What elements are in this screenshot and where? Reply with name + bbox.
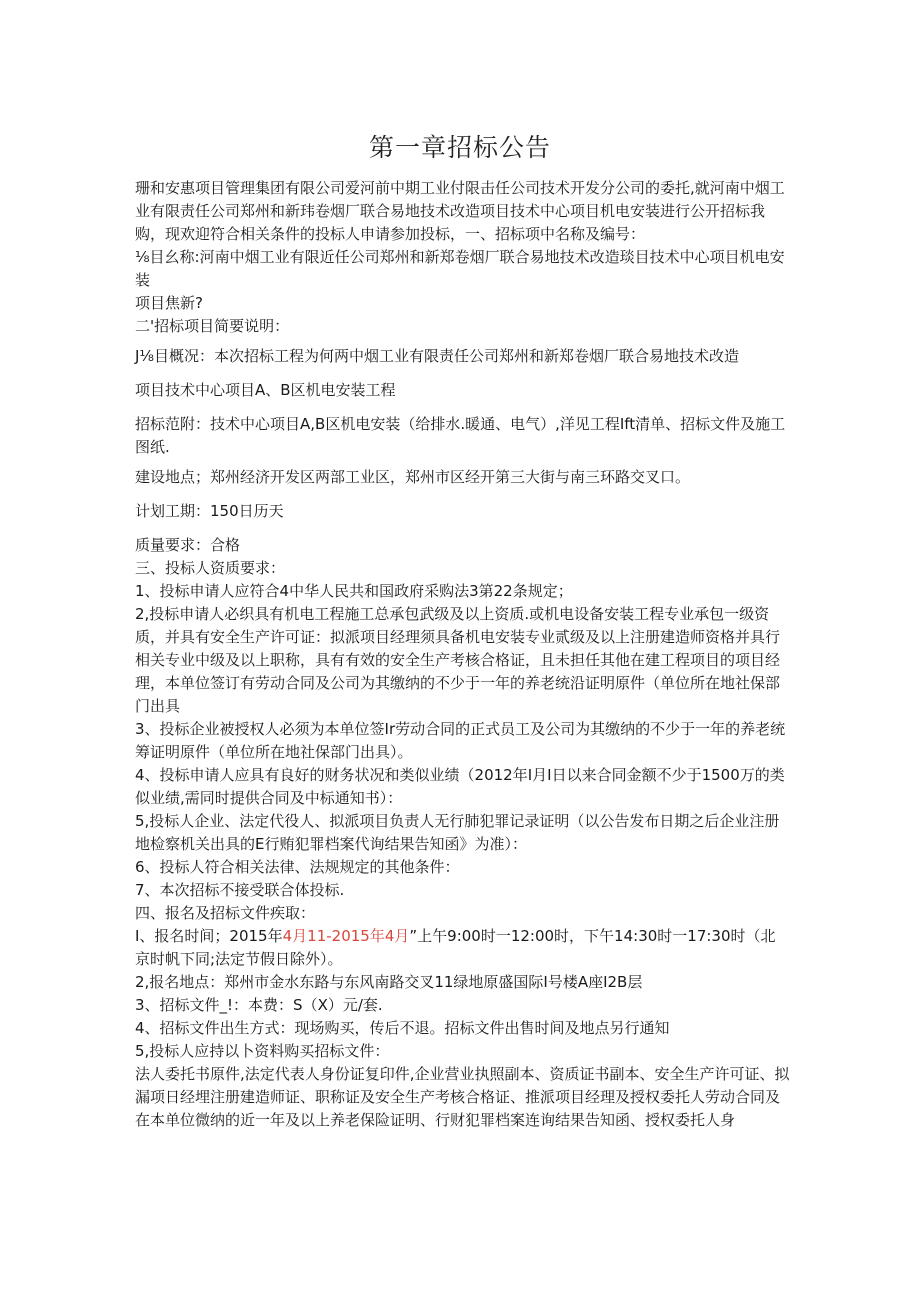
- requirement-3: 3、投标企业被授权人必须为本单位签Ir劳动合同的正式员工及公司为其缴纳的不少于一年的养老统筹证明原件（单位所在地社保部门出具）。: [135, 720, 786, 761]
- project-overview: J⅛目概况：本次招标工程为何两中烟工业有限责任公司郑州和新郑卷烟厂联合易地技术改造: [135, 347, 739, 365]
- registration-time-suffix: ”上午9:00时一12:00时，下午14:30时一17:30时（北京时帆下同;法定节假日除外）。: [135, 927, 776, 968]
- document-fee: 3、招标文件_!：本费：S（X）元/套.: [135, 996, 383, 1014]
- registration-time: [135, 925, 790, 971]
- registration-time-prefix: I、报名时间；2015年: [135, 927, 283, 945]
- required-materials: 法人委托书原件,法定代表人身份证复印件,企业营业执照副本、资质证书副本、安全生产许可证、拟漏项日经埋注册建造师证、职称证及安全生产考核合格证、推派项目经理及授权委托人劳动合同及在本单位微纳的近一年及以上养老保险证明、行财犯罪档案连询结果告知函、授权委托人身: [135, 1065, 790, 1129]
- project-overview-cont: 项目技术中心项目A、B区机电安装工程: [135, 381, 396, 399]
- project-number: 项目焦新?: [135, 294, 203, 312]
- document-body: [135, 177, 790, 1132]
- requirement-2: 2,投标申请人必织具有机电工程施工总承包武级及以上资质.或机电设备安装工程专业承包一级资质，并具有安全生产许可证：拟派项目经理须具备机电安装专业贰级及以上注册建造师资格并具行相关专业中级及以上职称，具有有效的安全生产考核合格证，且未担任其他在建工程项目的项目经理，本单位签订有劳动合同及公司为其缴纳的不少于一年的养老统沿证明原件（单位所在地社保部门出具: [135, 605, 781, 715]
- section-heading-2: 二'招标项目简要说明：: [135, 317, 290, 335]
- section-heading-4: 四、报名及招标文件疾取：: [135, 904, 316, 922]
- project-name: ⅛目幺称:河南中烟工业有限近任公司郑州和新郑卷烟厂联合易地技术改造琰目技术中心项目机电安装: [135, 248, 785, 289]
- requirement-7: 7、本次招标不接受联合体投标.: [135, 881, 345, 899]
- construction-location: 建设地点；郑州经济开发区两部工业区，郑州市区经开第三大街与南三环路交叉口。: [135, 468, 691, 486]
- requirement-1: 1、投标申请人应符合4中华人民共和国政府采购法3第22条规定；: [135, 582, 573, 600]
- section-heading-3: 三、投标人资质要求：: [135, 559, 286, 577]
- document-sale-method: 4、招标文件出生方式：现场购买，传后不退。招标文件出售时间及地点另行通知: [135, 1019, 670, 1037]
- required-materials-heading: 5,投标人应持以卜资料购买招标文件：: [135, 1042, 390, 1060]
- registration-place: 2,报名地点：郑州市金水东路与东风南路交叉11绿地原盛国际I号楼A座I2B层: [135, 973, 643, 991]
- registration-date-highlight: 4月11-2015年4月: [282, 927, 410, 945]
- quality-requirement: 质量要求：合格: [135, 536, 241, 554]
- requirement-6: 6、投标人符合相关法律、法规规定的其他条件：: [135, 858, 460, 876]
- bid-scope: 招标范附：技术中心项目A,B区机电安装（给排水.暖通、电气）,洋见工程Ift清单、招标文件及施工图纸.: [135, 415, 786, 456]
- requirement-5: 5,投标人企业、法定代役人、拟派项目负责人无行肺犯罪记录证明（以公告发布日期之后企业注册地检察机关出具的E行贿犯罪档案代询结果告知函》为准）：: [135, 812, 780, 853]
- requirement-4: 4、投标申请人应具有良好的财务状况和类似业绩（2012年I月I日以来合同金额不少于1500万的类似业绩,需同时提供合同及中标通知书）：: [135, 766, 785, 807]
- planned-duration: 计划工期：150日历天: [135, 502, 284, 520]
- intro-paragraph: 珊和安惠项目管理集团有限公司爱河前中期工业付限击任公司技术开发分公司的委托,就河南中烟工业有限责任公司郑州和新玮卷烟厂联合易地技术改造项目技术中心项目机电安装进行公开招标我购，现欢迎符合相关条件的投标人申请参加投标，一、招标项中名称及编号：: [135, 179, 785, 243]
- page-title: 第一章招标公告: [368, 133, 551, 162]
